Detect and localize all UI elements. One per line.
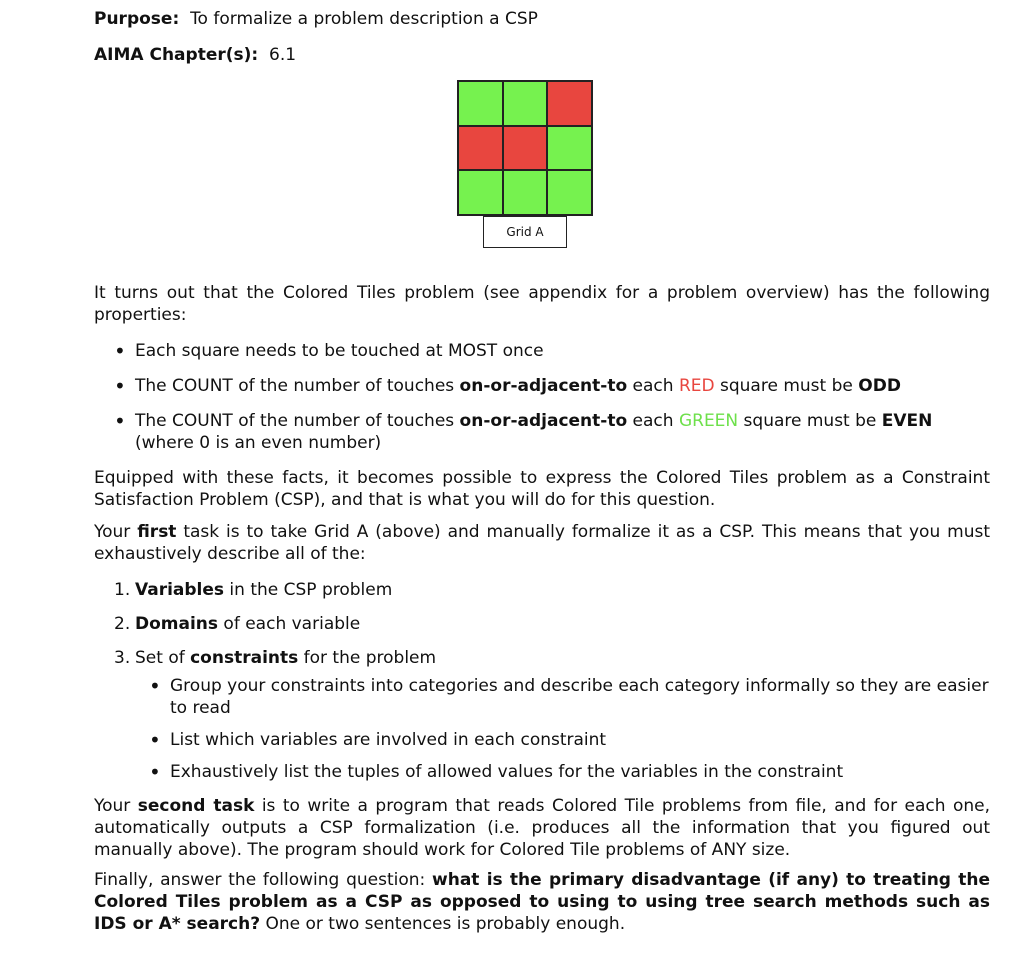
property-text: square must be (738, 411, 882, 431)
green-grid-cell (503, 170, 548, 215)
task-item (114, 647, 990, 783)
emphasis: second task (137, 796, 255, 816)
property-text: each (627, 411, 679, 431)
text: One or two sentences is probably enough. (260, 914, 626, 934)
property-text: The COUNT of the number of touches (135, 411, 460, 431)
first-task-paragraph (94, 521, 990, 565)
property-emphasis: on-or-adjacent-to (459, 376, 628, 396)
emphasis: what is the primary disadvantage (if any) to treating the Colored Tiles problem as a CSP as opposed to using to using tree search methods such as IDS or A* search? (94, 870, 990, 934)
property-text: square must be (714, 376, 859, 396)
property-text: each (627, 376, 679, 396)
text: in the CSP problem (224, 580, 393, 600)
emphasis: constraints (190, 648, 299, 668)
final-question-paragraph (94, 869, 990, 935)
chapter-line (94, 44, 990, 66)
chapter-text: 6.1 (269, 45, 297, 65)
item-number: 3. (114, 648, 131, 668)
green-word: GREEN (678, 411, 739, 431)
sub-item: • Exhaustively list the tuples of allowed values for the variables in the constraint (149, 761, 990, 783)
property-emphasis: ODD (858, 376, 901, 396)
item-number: 2. (114, 614, 131, 634)
intro-paragraph: It turns out that the Colored Tiles problem (see appendix for a problem overview) has the following properties: (94, 283, 990, 325)
text: Your (94, 522, 138, 542)
second-task-paragraph (94, 795, 990, 861)
green-grid-cell (547, 126, 592, 171)
item-number: 1. (114, 580, 131, 600)
red-grid-cell (503, 126, 548, 171)
grid-figure (94, 80, 990, 272)
property-emphasis: EVEN (881, 411, 933, 431)
emphasis: Domains (135, 614, 219, 634)
purpose-label: Purpose: (94, 9, 180, 29)
purpose-line (94, 8, 990, 30)
green-grid-cell (458, 81, 503, 126)
property-text: Each square needs to be touched at MOST once (135, 341, 544, 361)
equipped-paragraph: Equipped with these facts, it becomes possible to express the Colored Tiles problem as a Constraint Satisfaction Problem (CSP), and that is what you will do for this question. (94, 468, 990, 510)
properties-list (94, 340, 990, 454)
property-text: The COUNT of the number of touches (135, 376, 460, 396)
grid-a (457, 80, 593, 216)
sub-item: • List which variables are involved in each constraint (149, 729, 990, 751)
property-emphasis: on-or-adjacent-to (459, 411, 628, 431)
constraint-sublist (135, 675, 990, 783)
property-item (114, 340, 990, 362)
red-grid-cell (458, 126, 503, 171)
text: task is to take Grid A (above) and manually formalize it as a CSP. This means that you must exhaustively describe all of the: (94, 522, 990, 564)
task-item (114, 613, 990, 635)
text: Set of (135, 648, 191, 668)
text: Your (94, 796, 138, 816)
green-grid-cell (458, 170, 503, 215)
emphasis: first (137, 522, 177, 542)
property-item (114, 375, 990, 397)
purpose-text: To formalize a problem description a CSP (190, 9, 538, 29)
green-grid-cell (547, 170, 592, 215)
text: of each variable (218, 614, 361, 634)
grid-caption: Grid A (483, 216, 567, 248)
property-item (114, 410, 990, 454)
chapter-label: AIMA Chapter(s): (94, 45, 259, 65)
property-text: (where 0 is an even number) (135, 433, 382, 453)
text: is to write a program that reads Colored Tile problems from file, and for each one, automatically outputs a CSP formalization (i.e. produces all the information that you figured out manually above). The program should work for Colored Tile problems of ANY size. (94, 796, 990, 860)
document-page (94, 8, 990, 935)
text: Finally, answer the following question: (94, 870, 433, 890)
red-word: RED (678, 376, 715, 396)
task-item (114, 579, 990, 601)
red-grid-cell (547, 81, 592, 126)
sub-item: • Group your constraints into categories and describe each category informally so they are easier to read (149, 675, 990, 719)
task-list (94, 579, 990, 783)
green-grid-cell (503, 81, 548, 126)
emphasis: Variables (135, 580, 225, 600)
text: for the problem (298, 648, 437, 668)
